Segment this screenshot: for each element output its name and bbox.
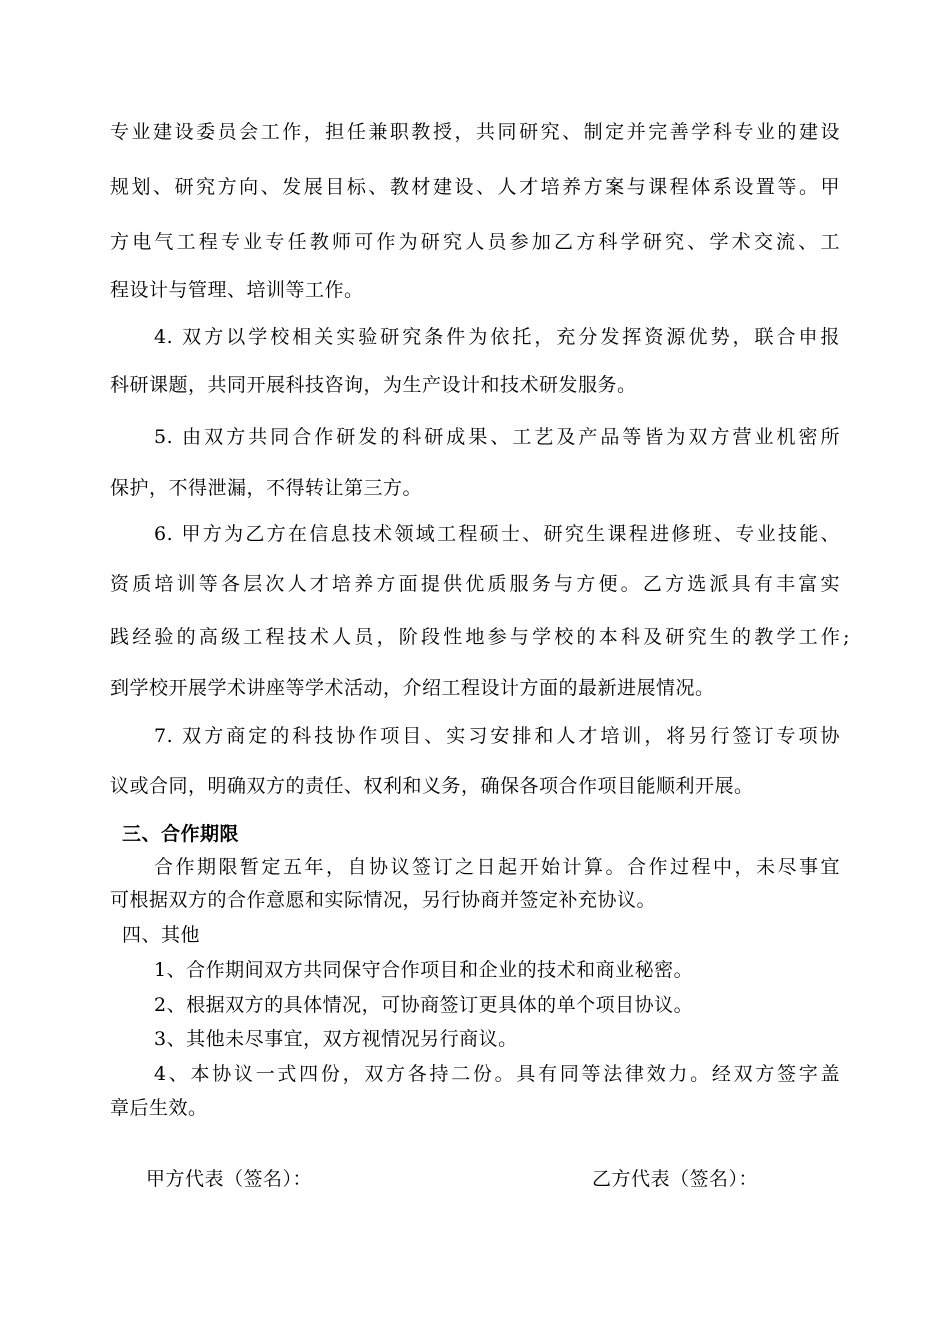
item-6-line: 到学校开展学术讲座等学术活动，介绍工程设计方面的最新进展情况。 [110,677,715,699]
item-6-line: 资质培训等各层次人才培养方面提供优质服务与方便。乙方选派具有丰富实 [110,573,840,595]
party-a-signature-label: 甲方代表（签名）： [146,1168,313,1190]
section-4-item: 2、根据双方的具体情况，可协商签订更具体的单个项目协议。 [154,994,694,1016]
item-6-line: 践经验的高级工程技术人员，阶段性地参与学校的本科及研究生的教学工作; [110,626,850,648]
section-heading: 三、合作期限 [122,823,240,845]
item-6-line: 6. 甲方为乙方在信息技术领域工程硕士、研究生课程进修班、专业技能、 [154,523,840,545]
section-3-line: 可根据双方的合作意愿和实际情况，另行协商并签定补充协议。 [110,889,657,911]
section-4-item: 1、合作期间双方共同保守合作项目和企业的技术和商业秘密。 [154,959,694,981]
party-b-signature-label: 乙方代表（签名）： [592,1168,759,1190]
paragraph-line: 方电气工程专业专任教师可作为研究人员参加乙方科学研究、学术交流、工 [110,231,840,253]
item-7-line: 7. 双方商定的科技协作项目、实习安排和人才培训，将另行签订专项协 [154,725,840,747]
section-3-line: 合作期限暂定五年，自协议签订之日起开始计算。合作过程中，未尽事宜 [154,856,840,878]
item-5-line: 5. 由双方共同合作研发的科研成果、工艺及产品等皆为双方营业机密所 [154,426,840,448]
section-heading: 四、其他 [122,924,201,946]
section-4-item: 3、其他未尽事宜，双方视情况另行商议。 [154,1028,518,1050]
paragraph-line: 规划、研究方向、发展目标、教材建设、人才培养方案与课程体系设置等。甲 [110,176,840,198]
section-4-item-cont: 章后生效。 [110,1097,208,1119]
paragraph-line: 程设计与管理、培训等工作。 [110,279,364,301]
section-4-item: 4、本协议一式四份，双方各持二份。具有同等法律效力。经双方签字盖 [154,1063,840,1085]
item-5-line: 保护，不得泄漏，不得转让第三方。 [110,477,423,499]
item-7-line: 议或合同，明确双方的责任、权利和义务，确保各项合作项目能顺利开展。 [110,775,754,797]
item-4-line: 4. 双方以学校相关实验研究条件为依托，充分发挥资源优势，联合申报 [154,326,840,348]
item-4-line: 科研课题，共同开展科技咨询，为生产设计和技术研发服务。 [110,374,637,396]
paragraph-line: 专业建设委员会工作，担任兼职教授，共同研究、制定并完善学科专业的建设 [110,121,840,143]
